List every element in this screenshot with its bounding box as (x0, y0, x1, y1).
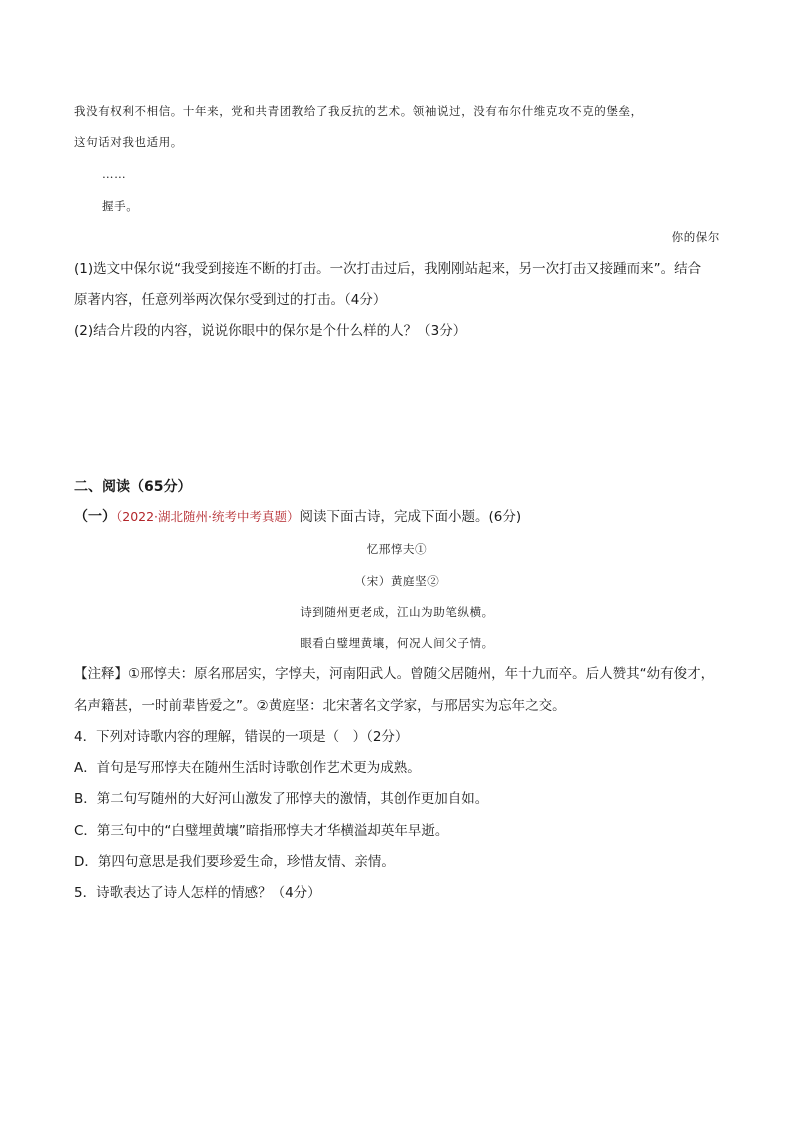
subsection-prefix: （一） (74, 509, 116, 525)
question-2: (2)结合片段的内容，说说你眼中的保尔是个什么样的人？（3分） (74, 323, 467, 339)
poem-line-1: 诗到随州更老成，江山为助笔纵横。 (300, 605, 494, 619)
question-1-line-2: 原著内容，任意列举两次保尔受到过的打击。（4分） (74, 292, 387, 308)
letter-ellipsis: …… (102, 167, 127, 181)
poem-title: 忆邢惇夫① (366, 542, 428, 556)
poem-line-2: 眼看白璧埋黄壤，何况人间父子情。 (300, 636, 494, 650)
letter-paragraph-line-1: 我没有权利不相信。十年来，党和共青团教给了我反抗的艺术。领袖说过，没有布尔什维克攻不克的堡垒， (74, 104, 643, 118)
option-b: B．第二句写随州的大好河山激发了邢惇夫的激情，其创作更加自如。 (74, 791, 489, 807)
letter-signature: 你的保尔 (671, 230, 720, 244)
note-line-1: 【注释】①邢惇夫：原名邢居实，字惇夫，河南阳武人。曾随父居随州，年十九而卒。后人赞其“幼有俊才， (74, 666, 715, 682)
letter-handshake: 握手。 (102, 199, 139, 213)
subsection-instruction: 阅读下面古诗，完成下面小题。(6分) (299, 509, 522, 525)
option-d: D．第四句意思是我们要珍爱生命，珍惜友情、亲情。 (74, 854, 395, 870)
letter-paragraph-line-2: 这句话对我也适用。 (74, 135, 183, 149)
note-line-2: 名声籍甚，一时前辈皆爱之”。②黄庭坚：北宋著名文学家，与邢居实为忘年之交。 (74, 698, 566, 714)
poem-author: （宋）黄庭坚② (354, 574, 440, 588)
section-heading: 二、阅读（65分） (74, 479, 192, 495)
subsection-source-link[interactable]: （2022·湖北随州·统考中考真题） (116, 509, 300, 524)
subsection-line (74, 508, 521, 526)
question-5: 5．诗歌表达了诗人怎样的情感？（4分） (74, 885, 321, 901)
option-a: A．首句是写邢惇夫在随州生活时诗歌创作艺术更为成熟。 (74, 760, 421, 776)
question-1-line-1: (1)选文中保尔说“我受到接连不断的打击。一次打击过后，我刚刚站起来，另一次打击又接踵而来”。结合 (74, 261, 702, 277)
question-4: 4．下列对诗歌内容的理解，错误的一项是（ ）（2分） (74, 729, 409, 745)
option-c: C．第三句中的“白璧埋黄壤”暗指邢惇夫才华横溢却英年早逝。 (74, 823, 449, 839)
